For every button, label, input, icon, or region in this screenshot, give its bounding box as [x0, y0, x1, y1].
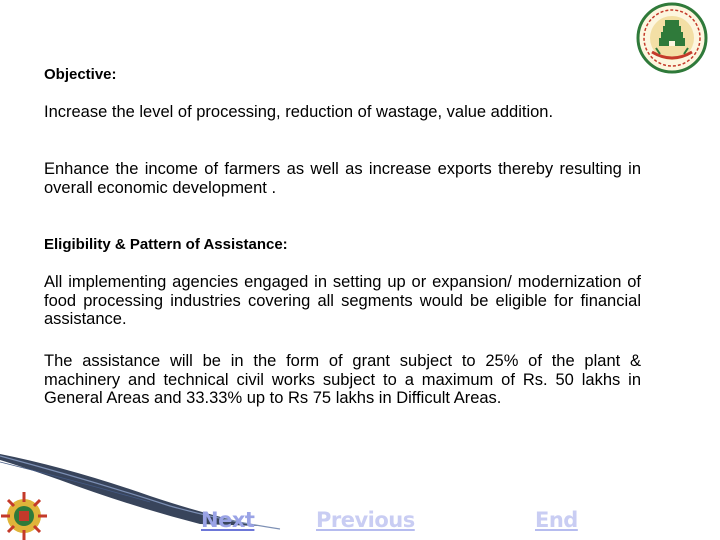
next-link[interactable]: Next [201, 508, 255, 532]
objective-paragraph-2: Enhance the income of farmers as well as increase exports thereby resulting in overall economic development . [44, 160, 641, 197]
state-emblem-icon [636, 2, 708, 74]
institution-logo-icon [0, 488, 50, 540]
eligibility-paragraph-2: The assistance will be in the form of grant subject to 25% of the plant & machinery and technical civil works subject to a maximum of Rs. 50 lakhs in General Areas and 33.33% up to Rs 75 lakhs in Difficult Areas. [44, 352, 641, 407]
objective-heading: Objective: [44, 66, 117, 83]
end-link[interactable]: End [535, 508, 578, 532]
previous-link[interactable]: Previous [316, 508, 415, 532]
eligibility-heading: Eligibility & Pattern of Assistance: [44, 236, 288, 253]
objective-paragraph-1: Increase the level of processing, reduction of wastage, value addition. [44, 103, 554, 121]
eligibility-paragraph-1: All implementing agencies engaged in setting up or expansion/ modernization of food processing industries covering all segments would be eligible for financial assistance. [44, 273, 641, 328]
